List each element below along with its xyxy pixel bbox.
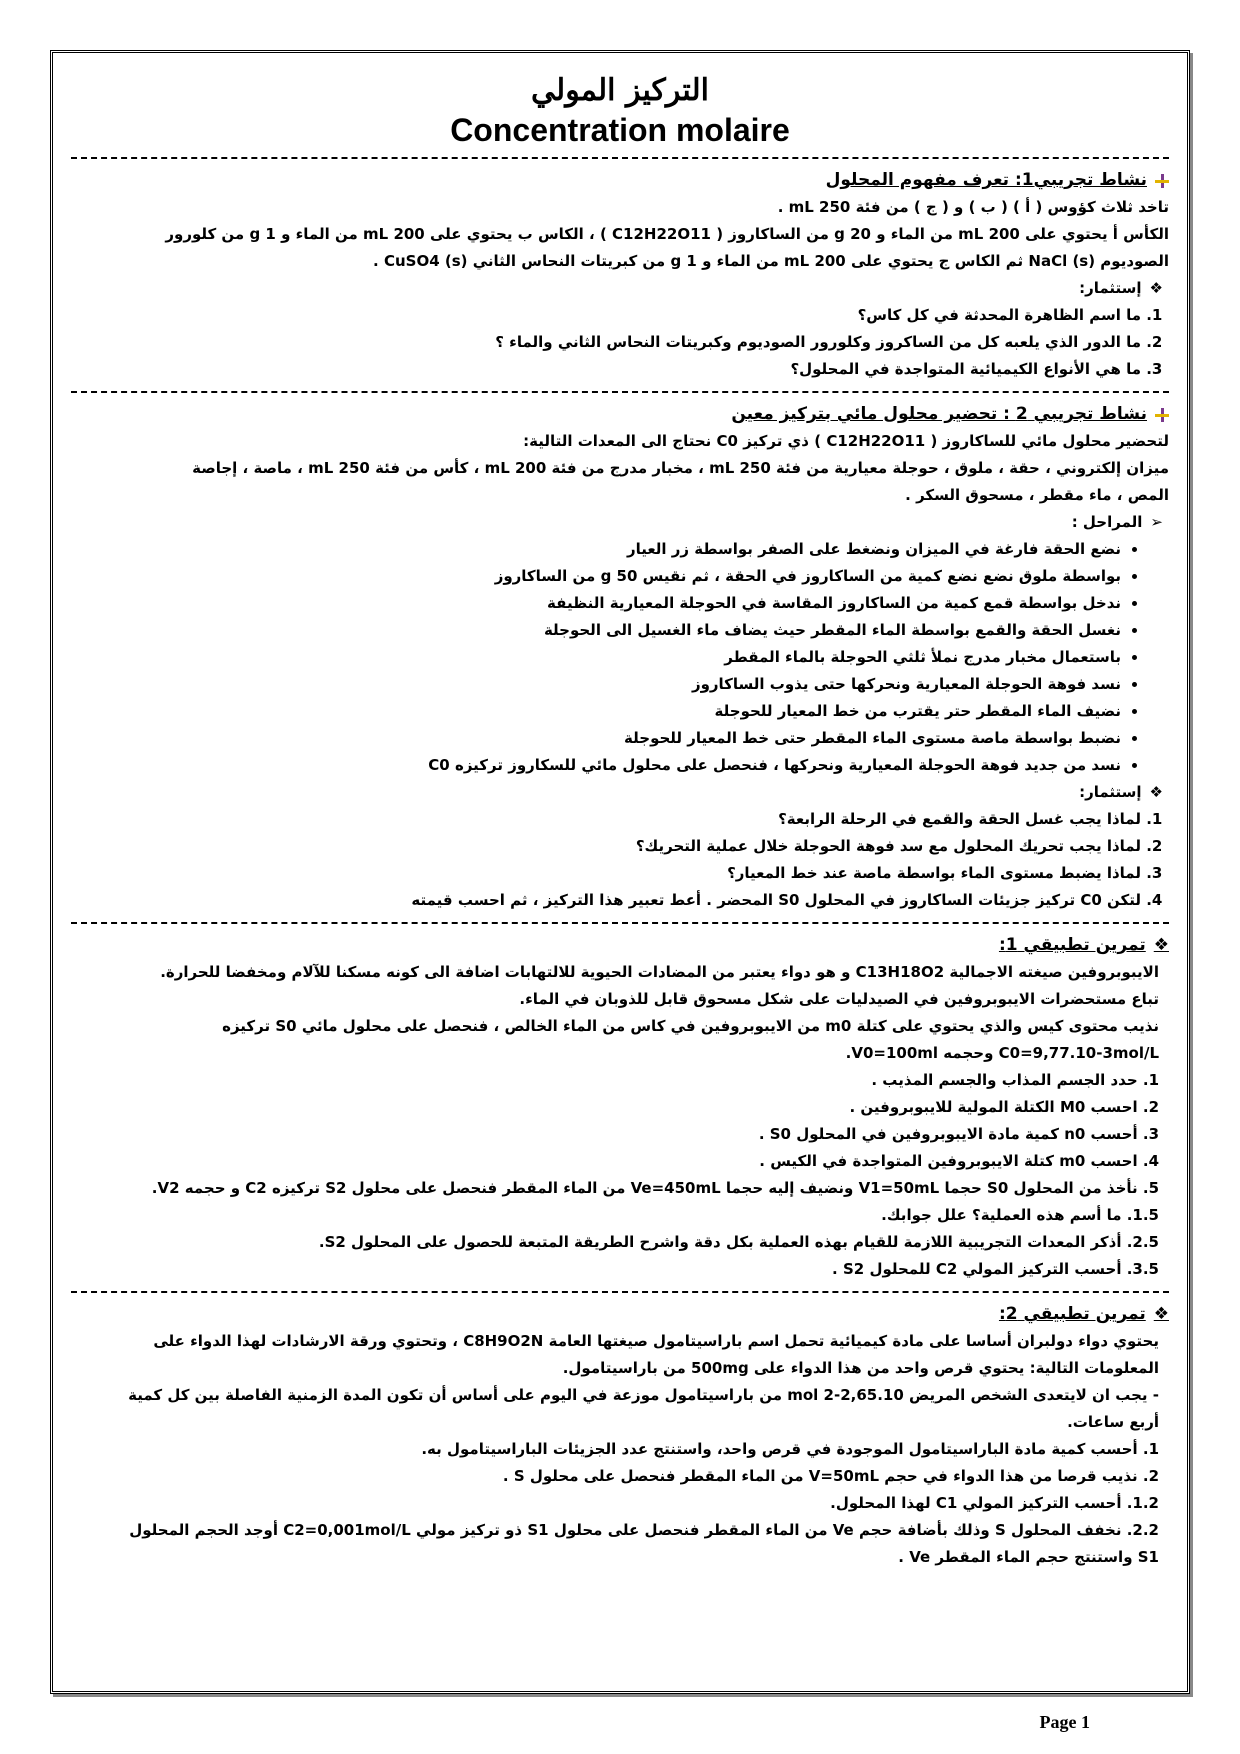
question-item: 3. ما هي الأنواع الكيميائية المتواجدة في المحلول؟ — [71, 356, 1141, 383]
question-list — [71, 806, 1169, 914]
text-line: أربع ساعات. — [1067, 1413, 1159, 1431]
text-line: نذيب محتوى كيس والذي يحتوي على كتلة m0 من الايبوبروفين في كاس من الماء الخالص ، فنحصل على محلول مائي S0 تركيزه — [222, 1017, 1159, 1035]
exercise-2 — [71, 1301, 1169, 1571]
arrow-bullet-icon: ➢ — [1150, 513, 1163, 531]
question-item: 3. لماذا يضبط مستوى الماء بواسطة ماصة عند خط المعيار؟ — [71, 860, 1141, 887]
exercise-item: 2. احسب M0 الكتلة المولية للايبوبروفين . — [849, 1098, 1159, 1116]
text-line: ميزان إلكتروني ، حقة ، ملوق ، حوجلة معيارية من فئة 250 mL ، مخبار مدرج من فئة 200 mL ، كأس من فئة 250 mL ، ماصة ، إجاصة — [192, 459, 1169, 477]
exercise-item: 5. نأخذ من المحلول S0 حجما V1=50mL ونضيف إليه حجما Ve=450mL من الماء المقطر فنحصل على محلول S2 تركيزه C2 و حجمه V2. — [151, 1179, 1159, 1197]
exercise-item: S1 واستنتج حجم الماء المقطر Ve . — [898, 1548, 1159, 1566]
question-item: 2. لماذا يجب تحريك المحلول مع سد فوهة الحوجلة خلال عملية التحريك؟ — [71, 833, 1141, 860]
divider — [71, 1291, 1169, 1293]
step-item: • نسد فوهة الحوجلة المعيارية ونحركها حتى يذوب الساكاروز — [71, 671, 1121, 698]
text-line: الصوديوم NaCl (s) ثم الكاس ج يحتوي على 200 mL من الماء و 1 g من كبريتات النحاس الثاني CuSO4 (s) . — [373, 252, 1169, 270]
exercise-item: 1. حدد الجسم المذاب والجسم المذيب . — [871, 1071, 1159, 1089]
steps-label: ➢ المراحل : — [71, 509, 1169, 536]
question-list — [71, 302, 1169, 383]
text-line: لتحضير محلول مائي للساكاروز ( C12H22O11 ) ذي تركيز C0 نحتاج الى المعدات التالية: — [523, 432, 1169, 450]
step-item: • نغسل الحقة والقمع بواسطة الماء المقطر حيث يضاف ماء الغسيل الى الحوجلة — [71, 617, 1121, 644]
text-line: تباع مستحضرات الايبوبروفين في الصيدليات على شكل مسحوق قابل للذوبان في الماء. — [519, 990, 1159, 1008]
step-item: • نضبط بواسطة ماصة مستوى الماء المقطر حتى خط المعيار للحوجلة — [71, 725, 1121, 752]
question-item: 1. ما اسم الظاهرة المحدثة في كل كاس؟ — [71, 302, 1141, 329]
diamond-bullet-icon: ❖ — [1149, 783, 1163, 801]
text-line: - يجب ان لايتعدى الشخص المريض 2,65.10-2 mol من باراسيتامول موزعة في اليوم على أساس أن تكون المدة الزمنية الفاصلة بين كل كمية — [128, 1386, 1159, 1404]
activity-2-heading: نشاط تجريبي 2 : تحضير محلول مائي بتركيز معين — [71, 401, 1169, 428]
cross-bullet-icon — [1155, 408, 1169, 422]
activity-2 — [71, 401, 1169, 914]
exercise-item: 3.5. أحسب التركيز المولي C2 للمحلول S2 . — [832, 1260, 1159, 1278]
exercise-item: 2.5. أذكر المعدات التجريبية اللازمة للقيام بهذه العملية بكل دقة واشرح الطريقة المتبعة للحصول على المحلول S2. — [318, 1233, 1159, 1251]
diamond-bullet-icon: ❖ — [1153, 935, 1169, 955]
page-number: Page 1 — [1039, 1712, 1090, 1732]
page-frame — [50, 50, 1190, 1694]
text-line: يحتوي دواء دولبران أساسا على مادة كيميائية تحمل اسم باراسيتامول صيغتها العامة C8H9O2N ، وتحتوي ورقة الارشادات لهذا الدواء على — [153, 1332, 1159, 1350]
title-arabic: التركيز المولي — [531, 73, 709, 108]
question-item: 2. ما الدور الذي يلعبه كل من الساكروز وكلورور الصوديوم وكبريتات النحاس الثاني والماء ؟ — [71, 329, 1141, 356]
exercise-item: 2.2. نخفف المحلول S وذلك بأضافة حجم Ve من الماء المقطر فنحصل على محلول S1 ذو تركيز مولي C2=0,001mol/L أوجد الحجم المحلول — [129, 1521, 1159, 1539]
diamond-bullet-icon: ❖ — [1149, 279, 1163, 297]
step-item: • باستعمال مخبار مدرج نملأ ثلثي الحوجلة بالماء المقطر — [71, 644, 1121, 671]
exercise-1-heading: ❖ تمرين تطبيقي 1: — [71, 932, 1169, 959]
activity-1 — [71, 167, 1169, 383]
text-line: C0=9,77.10-3mol/L وحجمه V0=100ml. — [845, 1044, 1159, 1062]
text-line: تاخد ثلاث كؤوس ( أ ) ( ب ) و ( ج ) من فئة 250 mL . — [777, 198, 1169, 216]
exploit-label: ❖ إستثمار: — [71, 275, 1169, 302]
steps-list — [71, 536, 1169, 779]
exercise-item: 2. نذيب قرصا من هذا الدواء في حجم V=50mL من الماء المقطر فنحصل على محلول S . — [502, 1467, 1159, 1485]
exercise-2-heading: ❖ تمرين تطبيقي 2: — [71, 1301, 1169, 1328]
text-line: المص ، ماء مقطر ، مسحوق السكر . — [905, 486, 1169, 504]
exploit-label: ❖ إستثمار: — [71, 779, 1169, 806]
exercise-item: 3. أحسب n0 كمية مادة الايبوبروفين في المحلول S0 . — [758, 1125, 1159, 1143]
title-french: Concentration molaire — [450, 112, 790, 148]
step-item: • بواسطة ملوق نضع نضع كمية من الساكاروز في الحقة ، ثم نقيس 50 g من الساكاروز — [71, 563, 1121, 590]
step-item: • نضيف الماء المقطر حتر يقترب من خط المعيار للحوجلة — [71, 698, 1121, 725]
divider — [71, 922, 1169, 924]
cross-bullet-icon — [1155, 174, 1169, 188]
diamond-bullet-icon: ❖ — [1153, 1304, 1169, 1324]
step-item: • نضع الحقة فارغة في الميزان ونضغط على الصفر بواسطة زر العيار — [71, 536, 1121, 563]
exercise-1 — [71, 932, 1169, 1283]
divider — [71, 391, 1169, 393]
divider — [71, 157, 1169, 159]
step-item: • ندخل بواسطة قمع كمية من الساكاروز المقاسة في الحوجلة المعيارية النظيفة — [71, 590, 1121, 617]
text-line: الايبوبروفين صيغته الاجمالية C13H18O2 و هو دواء يعتبر من المضادات الحيوية للالتهابات اضافة الى كونه مسكنا للآلام ومخفضا للحرارة. — [160, 963, 1159, 981]
question-item: 4. لتكن C0 تركيز جزيئات الساكاروز في المحلول S0 المحضر . أعط تعبير هذا التركيز ، ثم احسب قيمته — [71, 887, 1141, 914]
activity-1-heading: نشاط تجريبي1: تعرف مفهوم المحلول — [71, 167, 1169, 194]
text-line: الكأس أ يحتوي على 200 mL من الماء و 20 g من الساكاروز ( C12H22O11 ) ، الكاس ب يحتوي على 200 mL من الماء و 1 g من كلورور — [165, 225, 1169, 243]
exercise-item: 1. أحسب كمية مادة الباراسيتامول الموجودة في قرص واحد، واستنتج عدد الجزيئات الباراسيتامول به. — [421, 1440, 1159, 1458]
exercise-item: 4. احسب m0 كتلة الايبوبروفين المتواجدة في الكيس . — [759, 1152, 1159, 1170]
exercise-item: 1.5. ما أسم هذه العملية؟ علل جوابك. — [881, 1206, 1159, 1224]
step-item: • نسد من جديد فوهة الحوجلة المعيارية ونحركها ، فنحصل على محلول مائي للسكاروز تركيزه C0 — [71, 752, 1121, 779]
text-line: المعلومات التالية: يحتوي قرص واحد من هذا الدواء على 500mg من باراسيتامول. — [562, 1359, 1159, 1377]
page-content — [71, 53, 1169, 1691]
question-item: 1. لماذا يجب غسل الحقة والقمع في الرحلة الرابعة؟ — [71, 806, 1141, 833]
exercise-item: 1.2. أحسب التركيز المولي C1 لهذا المحلول. — [830, 1494, 1159, 1512]
